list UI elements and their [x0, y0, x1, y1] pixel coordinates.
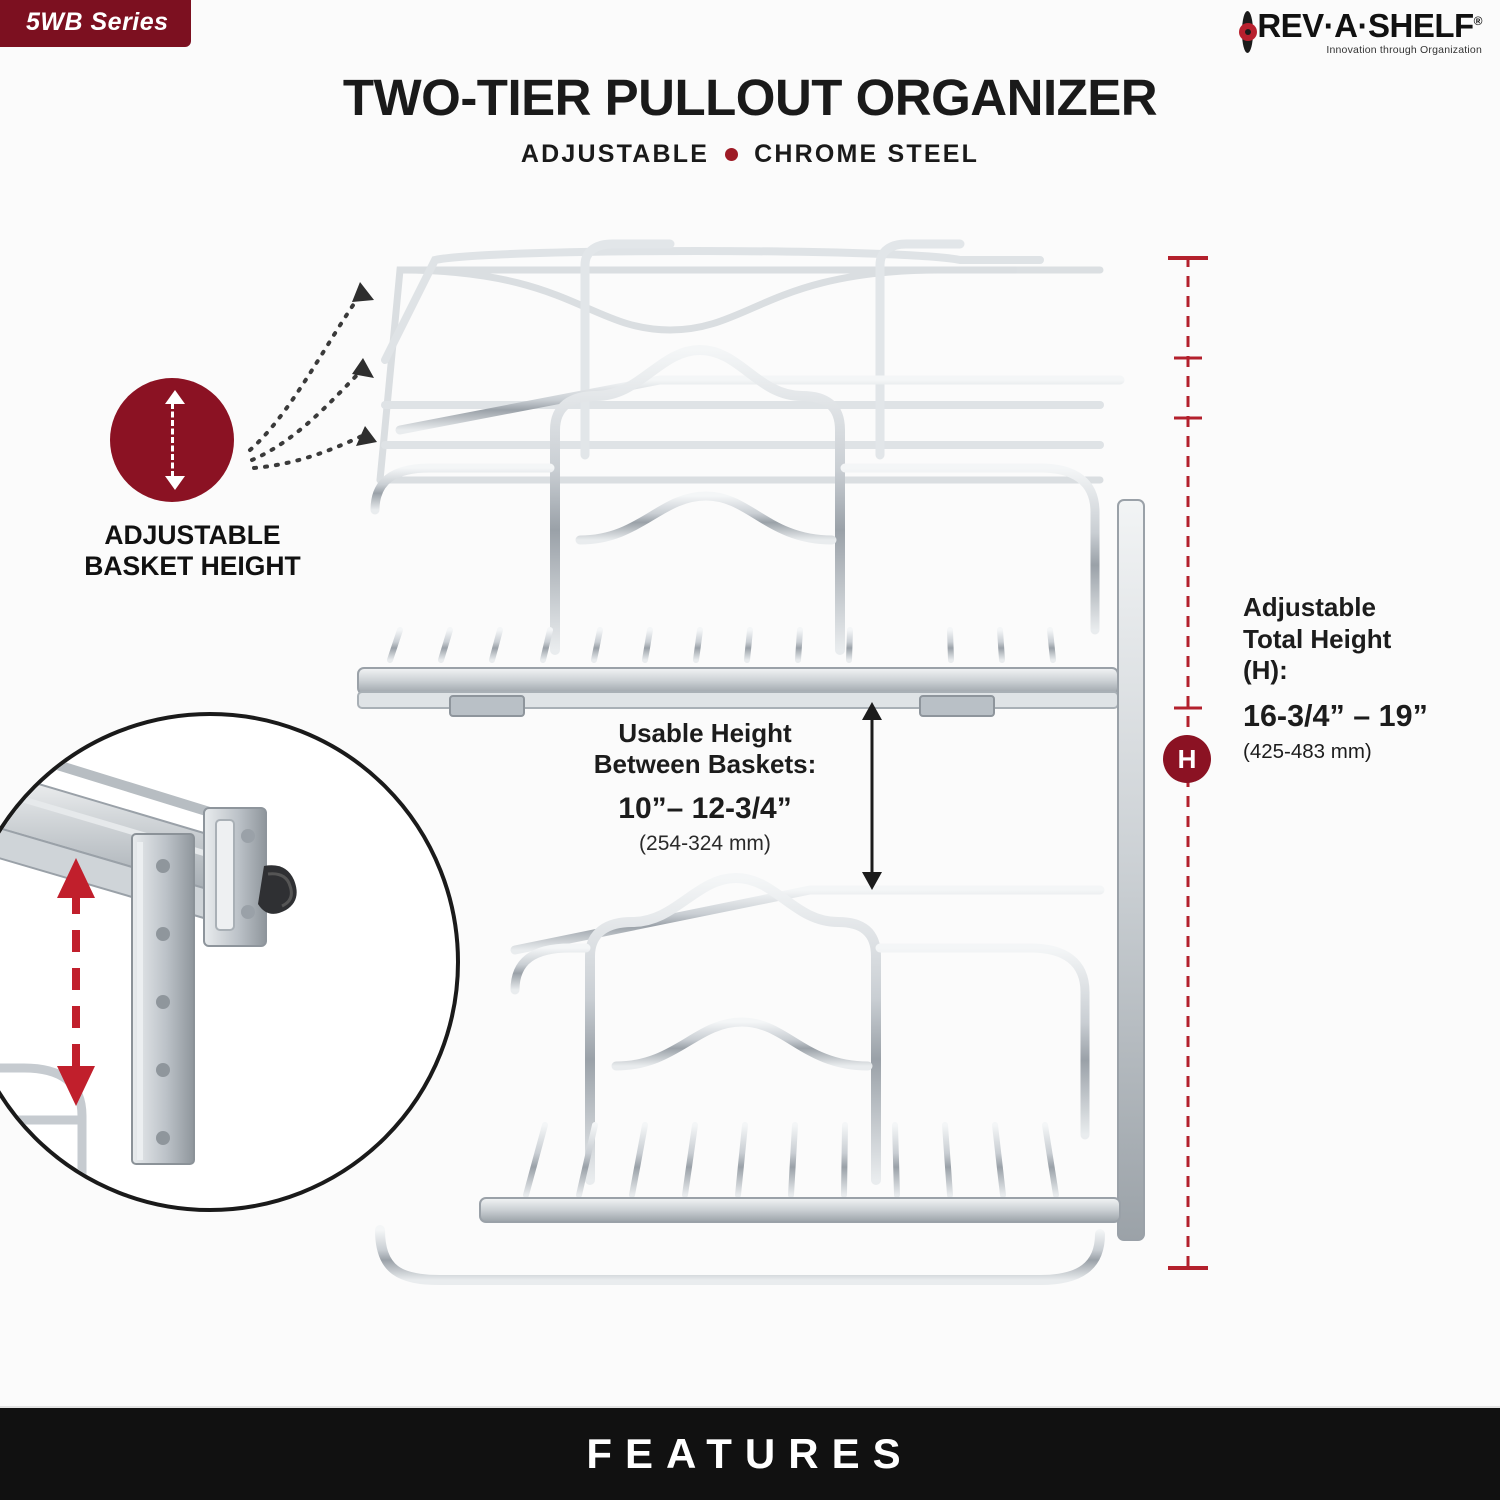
page-title: TWO-TIER PULLOUT ORGANIZER — [342, 69, 1158, 126]
usable-height-label-line2: Between Baskets: — [593, 749, 817, 780]
usable-height-metric: (254-324 mm) — [639, 832, 771, 856]
usable-height-label-line1: Usable Height — [618, 718, 792, 748]
total-height-label-line1: Adjustable — [1243, 592, 1376, 622]
total-height-label-line3: (H): — [1243, 655, 1288, 686]
total-height-callout — [1243, 592, 1493, 764]
total-height-value: 16-3/4” – 19” — [1243, 699, 1428, 734]
usable-height-callout — [540, 718, 870, 856]
red-dot-separator-icon — [725, 148, 738, 161]
subtitle-right: CHROME STEEL — [754, 140, 980, 168]
features-footer — [0, 1408, 1500, 1500]
brand-logo — [1242, 6, 1482, 58]
page-subtitle — [0, 140, 1500, 169]
registered-mark: ® — [1473, 13, 1482, 28]
adjustable-basket-height-label-line1: ADJUSTABLE — [104, 520, 281, 550]
series-badge: 5WB Series — [0, 0, 191, 47]
total-height-metric: (425-483 mm) — [1243, 740, 1372, 764]
vertical-double-arrow-icon — [171, 403, 174, 477]
subtitle-left: ADJUSTABLE — [520, 140, 710, 168]
rev-a-shelf-target-logo-icon — [1242, 11, 1253, 53]
brand-text — [1257, 6, 1482, 56]
usable-height-value: 10”– 12-3/4” — [618, 792, 792, 826]
total-height-label-line2: Total Height — [1243, 623, 1392, 654]
adjustable-basket-height-badge — [110, 378, 234, 502]
adjustable-basket-height-label — [60, 520, 325, 583]
total-height-marker-badge: H — [1163, 735, 1211, 783]
brand-tagline: Innovation through Organization — [1326, 43, 1482, 56]
adjustable-basket-height-label-line2: BASKET HEIGHT — [84, 551, 301, 582]
brand-name: REV·A·SHELF® — [1257, 6, 1482, 44]
features-label: FEATURES — [586, 1430, 914, 1477]
